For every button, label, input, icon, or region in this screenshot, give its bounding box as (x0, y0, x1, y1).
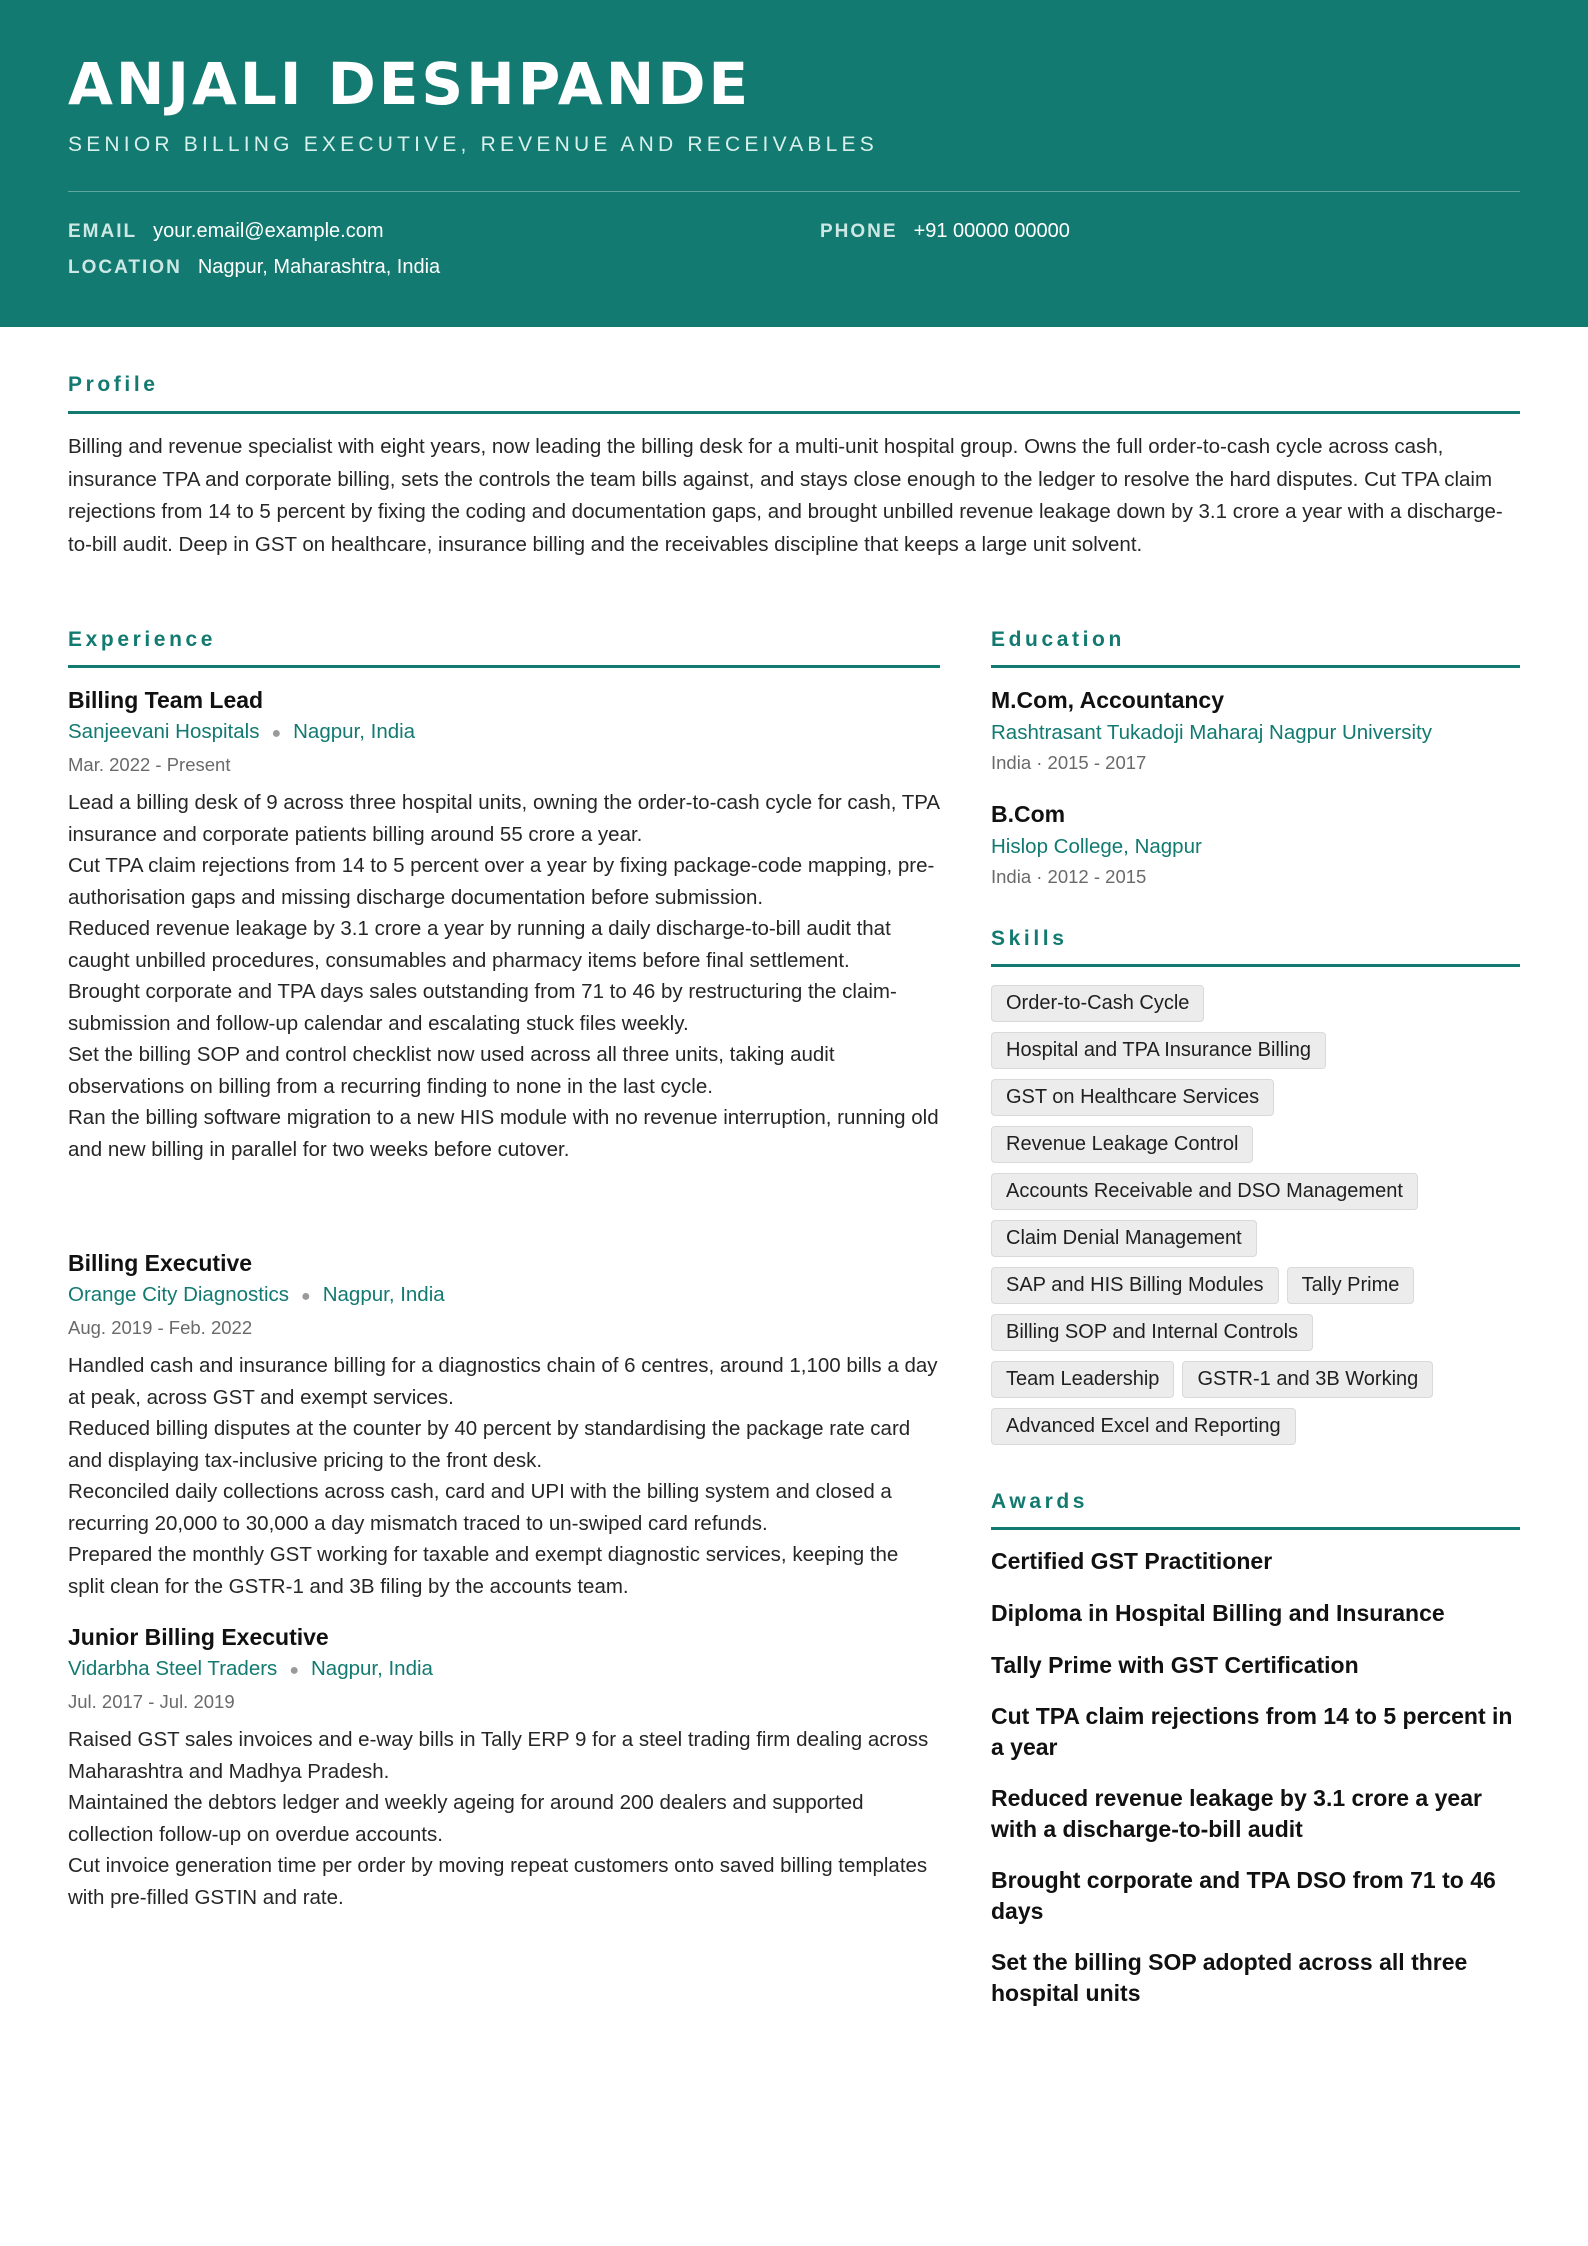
education-meta: India · 2015 - 2017 (991, 752, 1147, 773)
job-bullet: Reduced billing disputes at the counter by 40 percent by standardising the package rate card and displaying tax-inclusive pricing to the front desk. (68, 1417, 911, 1472)
location-value: Nagpur, Maharashtra, India (197, 256, 441, 278)
skill-tag: Tally Prime (1287, 1267, 1415, 1304)
skills-heading: Skills (991, 927, 1068, 950)
degree: B.Com (991, 801, 1066, 827)
phone-label: PHONE (820, 221, 898, 242)
degree: M.Com, Accountancy (991, 687, 1225, 713)
job-dates: Jul. 2017 - Jul. 2019 (68, 1691, 235, 1712)
award-item: Cut TPA claim rejections from 14 to 5 percent in a year (991, 1703, 1513, 1760)
job-entry (68, 1621, 940, 1913)
job-bullet: Prepared the monthly GST working for taxable and exempt diagnostic services, keeping the split clean for the GSTR-1 and 3B filing by the accounts team. (68, 1543, 899, 1598)
header-divider (68, 191, 1520, 192)
skill-tag: Order-to-Cash Cycle (991, 985, 1204, 1022)
skill-tag: GSTR-1 and 3B Working (1182, 1361, 1433, 1398)
education-entry (991, 798, 1520, 891)
candidate-title: SENIOR BILLING EXECUTIVE, REVENUE AND RECEIVABLES (68, 133, 878, 156)
awards-divider (991, 1527, 1520, 1530)
contact-email (68, 216, 384, 247)
award-item: Brought corporate and TPA DSO from 71 to 46 days (991, 1867, 1496, 1924)
job-bullet: Raised GST sales invoices and e-way bills in Tally ERP 9 for a steel trading firm dealing across Maharashtra and Madhya Pradesh. (68, 1728, 929, 1783)
skill-tag: Accounts Receivable and DSO Management (991, 1173, 1418, 1210)
education-heading: Education (991, 628, 1125, 651)
award-item: Tally Prime with GST Certification (991, 1652, 1359, 1678)
profile-heading: Profile (68, 373, 159, 396)
company-name: Orange City Diagnostics (68, 1283, 290, 1306)
job-bullet: Cut TPA claim rejections from 14 to 5 percent over a year by fixing package-code mapping, pre-authorisation gaps and missing discharge documentation before submission. (68, 854, 935, 909)
job-bullet: Reduced revenue leakage by 3.1 crore a year by running a daily discharge-to-bill audit that caught unbilled procedures, consumables and pharmacy items before final settlement. (68, 917, 891, 972)
job-bullet: Reconciled daily collections across cash, card and UPI with the billing system and closed a recurring 20,000 to 30,000 a day mismatch traced to un-swiped card refunds. (68, 1480, 892, 1535)
school: Hislop College, Nagpur (991, 835, 1202, 858)
separator-dot: ● (271, 725, 282, 742)
skill-tag: Hospital and TPA Insurance Billing (991, 1032, 1326, 1069)
awards-heading: Awards (991, 1490, 1089, 1513)
award-item: Reduced revenue leakage by 3.1 crore a year with a discharge-to-bill audit (991, 1785, 1482, 1842)
experience-divider (68, 665, 940, 668)
email-label: EMAIL (68, 221, 138, 242)
job-bullet: Ran the billing software migration to a new HIS module with no revenue interruption, running old and new billing in parallel for two weeks before cutover. (68, 1106, 939, 1161)
job-location: Nagpur, India (293, 720, 416, 743)
resume-header (0, 0, 1588, 327)
job-dates: Mar. 2022 - Present (68, 754, 231, 775)
skill-tag: Advanced Excel and Reporting (991, 1408, 1296, 1445)
skills-list (991, 985, 1520, 1455)
profile-divider (68, 411, 1520, 414)
contact-location (68, 252, 440, 283)
job-title: Billing Team Lead (68, 687, 264, 713)
separator-dot: ● (301, 1288, 311, 1305)
job-bullet: Maintained the debtors ledger and weekly ageing for around 200 dealers and supported collection follow-up on overdue accounts. (68, 1791, 864, 1846)
job-location: Nagpur, India (322, 1283, 445, 1306)
skill-tag: Team Leadership (991, 1361, 1174, 1398)
skill-tag: Revenue Leakage Control (991, 1126, 1253, 1163)
job-dates: Aug. 2019 - Feb. 2022 (68, 1317, 253, 1338)
contact-phone (820, 216, 1070, 247)
skills-divider (991, 964, 1520, 967)
location-label: LOCATION (68, 257, 182, 278)
skill-tag: Claim Denial Management (991, 1220, 1257, 1257)
job-org (68, 716, 940, 750)
job-location: Nagpur, India (310, 1657, 433, 1680)
skill-tag: GST on Healthcare Services (991, 1079, 1274, 1116)
company-name: Sanjeevani Hospitals (68, 720, 260, 743)
email-value[interactable]: your.email@example.com (153, 220, 384, 242)
candidate-name: ANJALI DESHPANDE (68, 50, 752, 118)
job-entry (68, 684, 940, 1165)
job-entry (68, 1247, 940, 1602)
award-item: Set the billing SOP adopted across all three hospital units (991, 1949, 1468, 2006)
profile-summary: Billing and revenue specialist with eight years, now leading the billing desk for a multi-unit hospital group. Owns the full order-to-cash cycle across cash, insurance TPA and corporate billing, sets the controls the team bills against, and stays close enough to the ledger to resolve the hard disputes. Cut TPA claim rejections from 14 to 5 percent by fixing the coding and documentation gaps, and brought unbilled revenue leakage down by 3.1 crore a year with a discharge-to-bill audit. Deep in GST on healthcare, insurance billing and the receivables discipline that keeps a large unit solvent. (68, 435, 1503, 556)
award-item: Diploma in Hospital Billing and Insurance (991, 1600, 1445, 1626)
phone-value[interactable]: +91 00000 00000 (913, 220, 1070, 242)
company-name: Vidarbha Steel Traders (68, 1657, 278, 1680)
school: Rashtrasant Tukadoji Maharaj Nagpur University (991, 721, 1432, 744)
job-bullet: Set the billing SOP and control checklist now used across all three units, taking audit observations on billing from a recurring finding to none in the last cycle. (68, 1043, 835, 1098)
skill-tag: SAP and HIS Billing Modules (991, 1267, 1279, 1304)
job-bullet: Cut invoice generation time per order by moving repeat customers onto saved billing templates with pre-filled GSTIN and rate. (68, 1854, 928, 1909)
job-bullet: Handled cash and insurance billing for a diagnostics chain of 6 centres, around 1,100 bills a day at peak, across GST and exempt services. (68, 1354, 938, 1409)
separator-dot: ● (289, 1662, 299, 1679)
education-entry (991, 684, 1520, 777)
job-org (68, 1653, 940, 1687)
award-item: Certified GST Practitioner (991, 1548, 1273, 1574)
education-meta: India · 2012 - 2015 (991, 866, 1147, 887)
job-title: Billing Executive (68, 1250, 253, 1276)
job-bullet: Lead a billing desk of 9 across three hospital units, owning the order-to-cash cycle for cash, TPA insurance and corporate patients billing around 55 crore a year. (68, 791, 939, 846)
education-divider (991, 665, 1520, 668)
job-bullet: Brought corporate and TPA days sales outstanding from 71 to 46 by restructuring the claim-submission and follow-up calendar and escalating stuck files weekly. (68, 980, 897, 1035)
experience-heading: Experience (68, 628, 217, 651)
job-org (68, 1279, 940, 1313)
skill-tag: Billing SOP and Internal Controls (991, 1314, 1313, 1351)
job-title: Junior Billing Executive (68, 1624, 329, 1650)
